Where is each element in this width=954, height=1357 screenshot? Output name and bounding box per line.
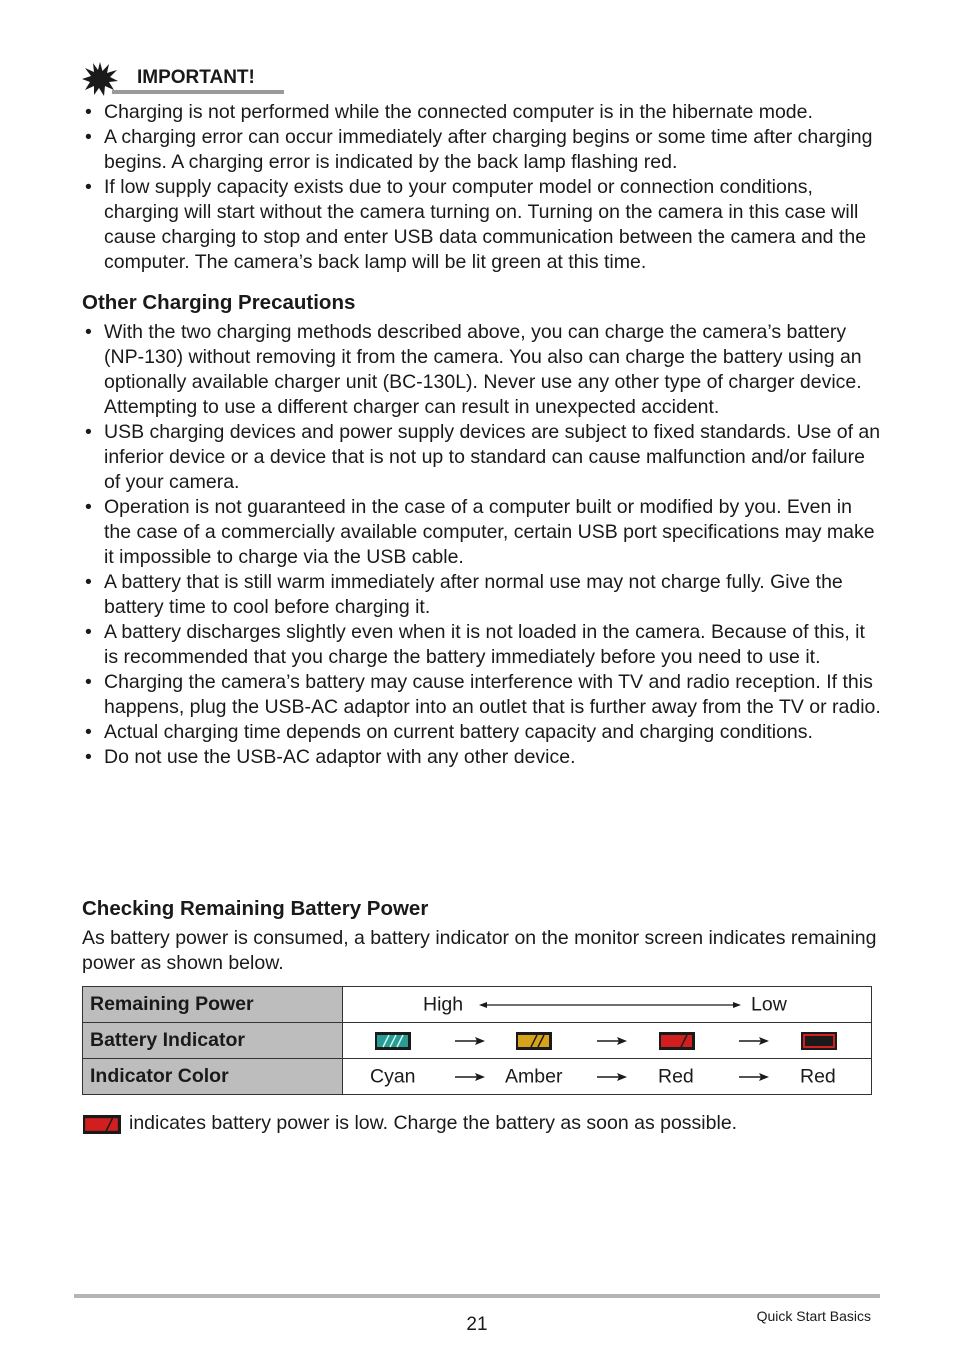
row-label-remaining-power: Remaining Power [83,987,343,1023]
list-item: • Actual charging time depends on current battery capacity and charging conditions. [82,720,882,745]
list-item: • Charging is not performed while the connected computer is in the hibernate mode. [82,100,882,125]
important-heading [82,62,284,94]
row-label-indicator-color: Indicator Color [83,1059,343,1095]
table-row [83,987,872,1023]
high-label: High [423,993,464,1015]
table-row [83,1023,872,1059]
section-name: Quick Start Basics [756,1308,871,1324]
color-label: Red [800,1065,836,1087]
list-item: • A charging error can occur immediately after charging begins or some time after charging begins. A charging error is indicated by the back lamp flashing red. [82,125,882,175]
color-label: Cyan [370,1065,416,1087]
list-item: • USB charging devices and power supply devices are subject to fixed standards. Use of an inferior device or a device that is not up to standard can cause malfunction and/or failure of your camera. [82,420,882,495]
arrow-right-icon [597,1072,627,1082]
battery-heading: Checking Remaining Battery Power [82,897,429,920]
list-item: • Operation is not guaranteed in the case of a computer built or modified by you. Even in the case of a commercially available computer, certain USB port specifications may make it impossible to charge via the USB cable. [82,495,882,570]
battery-low-icon [659,1032,695,1050]
remaining-power-cell [343,987,872,1023]
battery-medium-icon [516,1032,552,1050]
battery-empty-icon [801,1032,837,1050]
precautions-heading: Other Charging Precautions [82,291,356,314]
precautions-list [82,320,882,770]
important-list [82,100,882,275]
battery-full-icon [375,1032,411,1050]
important-rule [112,90,284,94]
list-item: • If low supply capacity exists due to your computer model or connection conditions, charging will start without the camera turning on. Turning on the camera in this case will cause charging to stop and enter USB data communication between the camera and the computer. The camera’s back lamp will be lit green at this time. [82,175,882,275]
arrow-right-icon [597,1036,627,1046]
battery-intro: As battery power is consumed, a battery indicator on the monitor screen indicates remaining power as shown below. [82,927,877,974]
page-number: 21 [466,1314,488,1335]
indicator-color-cell [343,1059,872,1095]
arrow-right-icon [455,1036,485,1046]
list-item: • With the two charging methods described above, you can charge the camera’s battery (NP-130) without removing it from the camera. You also can charge the battery using an optionally available charger unit (BC-130L). Never use any other type of charger device. Attempting to use a different charger can result in unexpected accident. [82,320,882,420]
list-item: • A battery discharges slightly even when it is not loaded in the camera. Because of this, it is recommended that you charge the battery immediately before you need to use it. [82,620,882,670]
battery-note: indicates battery power is low. Charge the battery as soon as possible. [129,1112,738,1134]
list-item: • Do not use the USB-AC adaptor with any other device. [82,745,882,770]
footer-rule [74,1294,880,1298]
row-label-battery-indicator: Battery Indicator [83,1023,343,1059]
arrow-right-icon [739,1072,769,1082]
low-label: Low [751,993,787,1015]
arrow-right-icon [455,1072,485,1082]
color-label: Amber [505,1065,563,1087]
color-label: Red [658,1065,694,1087]
list-item: • A battery that is still warm immediately after normal use may not charge fully. Give the battery time to cool before charging it. [82,570,882,620]
list-item: • Charging the camera’s battery may cause interference with TV and radio reception. If this happens, plug the USB-AC adaptor into an outlet that is further away from the TV or radio. [82,670,882,720]
battery-indicator-cell [343,1023,872,1059]
double-arrow-icon [479,1000,741,1010]
battery-low-icon [83,1115,121,1134]
arrow-right-icon [739,1036,769,1046]
battery-table [82,986,872,1095]
important-label: IMPORTANT! [137,67,255,88]
table-row [83,1059,872,1095]
